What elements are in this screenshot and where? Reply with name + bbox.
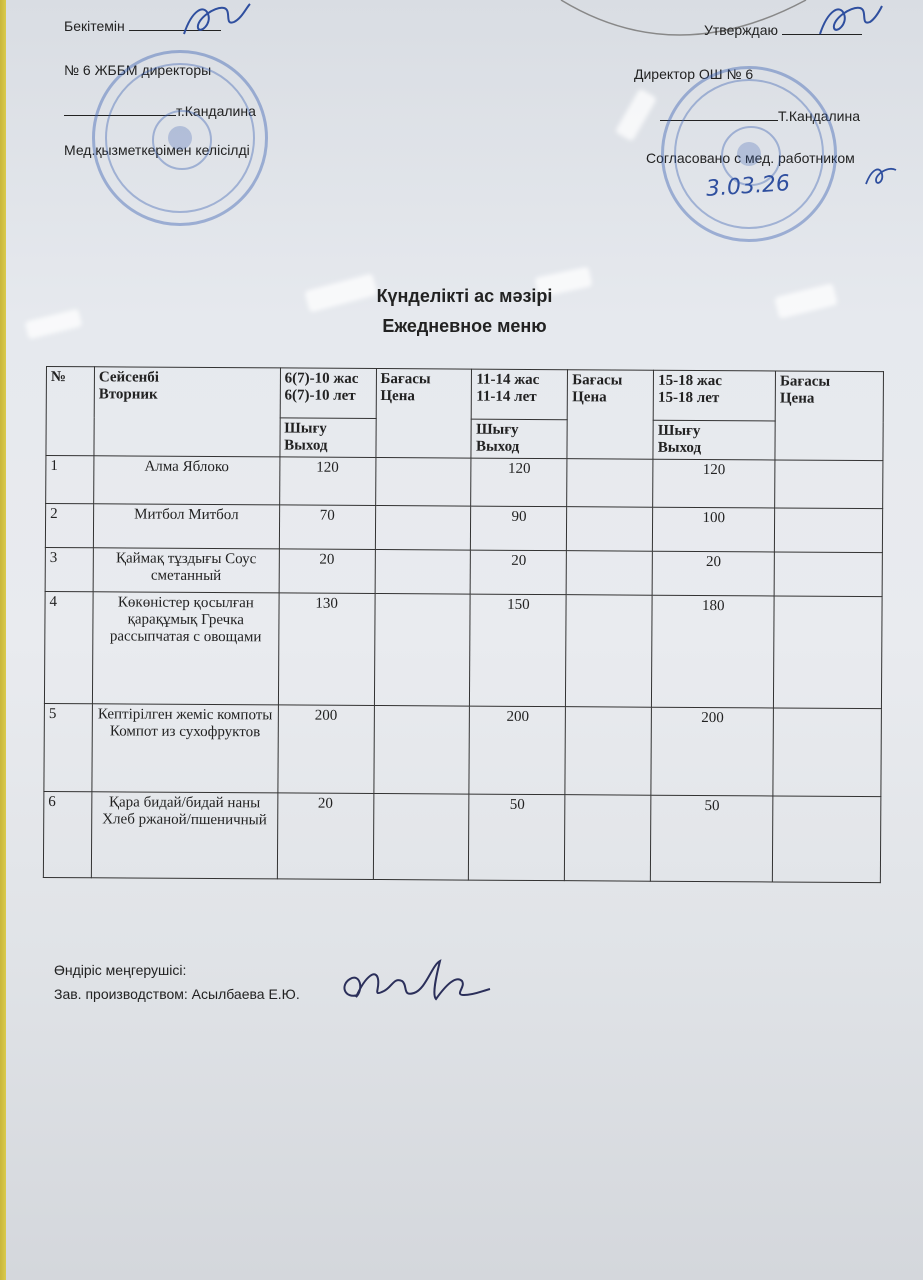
director-position-kz: № 6 ЖББМ директоры: [64, 62, 212, 78]
row-number: 5: [44, 703, 92, 791]
light-reflection: [615, 88, 657, 141]
col-header-output3: Шығу Выход: [653, 420, 775, 460]
output-6-10: 120: [279, 457, 375, 506]
price-cell: [772, 796, 880, 883]
handwritten-date: 3.03.26: [705, 171, 791, 202]
price-cell: [567, 459, 653, 508]
menu-title-ru: Ежедневное меню: [382, 316, 547, 336]
price-cell: [774, 552, 882, 597]
table-row: [45, 547, 882, 596]
price-cell: [375, 550, 471, 595]
col-header-group2: 11-14 жас 11-14 лет: [472, 369, 568, 420]
row-number: 3: [45, 547, 93, 591]
production-manager-label-ru: Зав. производством: Асылбаева Е.Ю.: [54, 986, 300, 1002]
output-6-10: 200: [278, 705, 374, 794]
col-header-price1: Бағасы Цена: [376, 369, 472, 459]
row-number: 2: [45, 504, 93, 548]
director-position-ru: Директор ОШ № 6: [634, 66, 754, 82]
dish-name: Қара бидай/бидай наны Хлеб ржаной/пшеничный: [91, 792, 277, 879]
price-cell: [775, 460, 883, 509]
price-cell: [774, 596, 883, 709]
output-15-18: 180: [652, 595, 774, 708]
signature-left: [174, 0, 254, 40]
price-cell: [375, 458, 471, 507]
output-15-18: 200: [651, 707, 773, 796]
price-cell: [375, 506, 471, 551]
col-header-price3: Бағасы Цена: [775, 371, 883, 461]
table-row: [43, 791, 881, 882]
price-cell: [373, 706, 469, 795]
output-11-14: 50: [469, 794, 565, 881]
approve-label-kz: Бекітемін: [64, 18, 221, 34]
col-header-price2: Бағасы Цена: [567, 370, 653, 460]
signature-small: [862, 160, 902, 190]
dish-name: Митбол Митбол: [93, 504, 279, 549]
row-number: 4: [44, 591, 93, 703]
output-6-10: 130: [278, 593, 375, 706]
approve-label-ru: Утверждаю: [704, 22, 862, 38]
price-cell: [773, 708, 881, 797]
col-header-day: Сейсенбі Вторник: [94, 367, 280, 457]
row-number: 1: [46, 456, 94, 504]
price-cell: [566, 595, 653, 708]
table-row: [46, 456, 883, 509]
agreed-label-kz: Мед.қызметкерімен келісілді: [64, 142, 250, 158]
signature-production-manager: [336, 955, 496, 1015]
output-6-10: 70: [279, 505, 375, 550]
output-6-10: 20: [277, 793, 373, 880]
menu-title-kz: Күнделікті ас мәзірі: [376, 286, 553, 306]
output-6-10: 20: [279, 549, 375, 594]
col-header-number: №: [46, 367, 94, 456]
output-11-14: 90: [471, 506, 567, 551]
table-row: [44, 591, 882, 708]
price-cell: [774, 508, 882, 553]
output-15-18: 20: [652, 551, 774, 596]
menu-table: [43, 366, 884, 883]
col-header-group3: 15-18 жас 15-18 лет: [653, 370, 775, 421]
director-name-kz: т.Кандалина: [64, 103, 256, 119]
dish-name: Қаймақ тұздығы Соус сметанный: [93, 548, 279, 593]
col-header-output2: Шығу Выход: [471, 419, 567, 459]
price-cell: [374, 594, 471, 707]
output-11-14: 150: [470, 594, 567, 707]
table-row: [45, 504, 882, 553]
price-cell: [567, 507, 653, 552]
row-number: 6: [43, 791, 91, 877]
official-stamp-left: [92, 50, 268, 226]
director-name-ru: Т.Кандалина: [660, 108, 860, 124]
dish-name: Кептірілген жеміс компоты Компот из сухофруктов: [92, 704, 278, 793]
col-header-group1: 6(7)-10 жас 6(7)-10 лет: [280, 368, 376, 419]
table-row: [44, 703, 882, 796]
output-11-14: 120: [471, 458, 567, 507]
price-cell: [565, 707, 651, 796]
price-cell: [565, 795, 651, 882]
output-11-14: 200: [469, 706, 565, 795]
official-stamp-right: [661, 66, 837, 242]
dish-name: Көкөністер қосылған қарақұмық Гречка рассыпчатая с овощами: [92, 592, 278, 705]
menu-sheet: [6, 0, 923, 1280]
price-cell: [373, 794, 469, 881]
price-cell: [566, 551, 652, 596]
output-15-18: 100: [653, 507, 775, 552]
signature-right: [814, 0, 884, 40]
production-manager-label-kz: Өндіріс меңгерушісі:: [54, 962, 187, 978]
output-15-18: 50: [651, 795, 773, 882]
dish-name: Алма Яблоко: [94, 456, 280, 505]
agreed-label-ru: Согласовано с мед. работником: [646, 150, 855, 166]
output-11-14: 20: [471, 550, 567, 595]
col-header-output1: Шығу Выход: [280, 418, 376, 458]
output-15-18: 120: [653, 459, 775, 508]
